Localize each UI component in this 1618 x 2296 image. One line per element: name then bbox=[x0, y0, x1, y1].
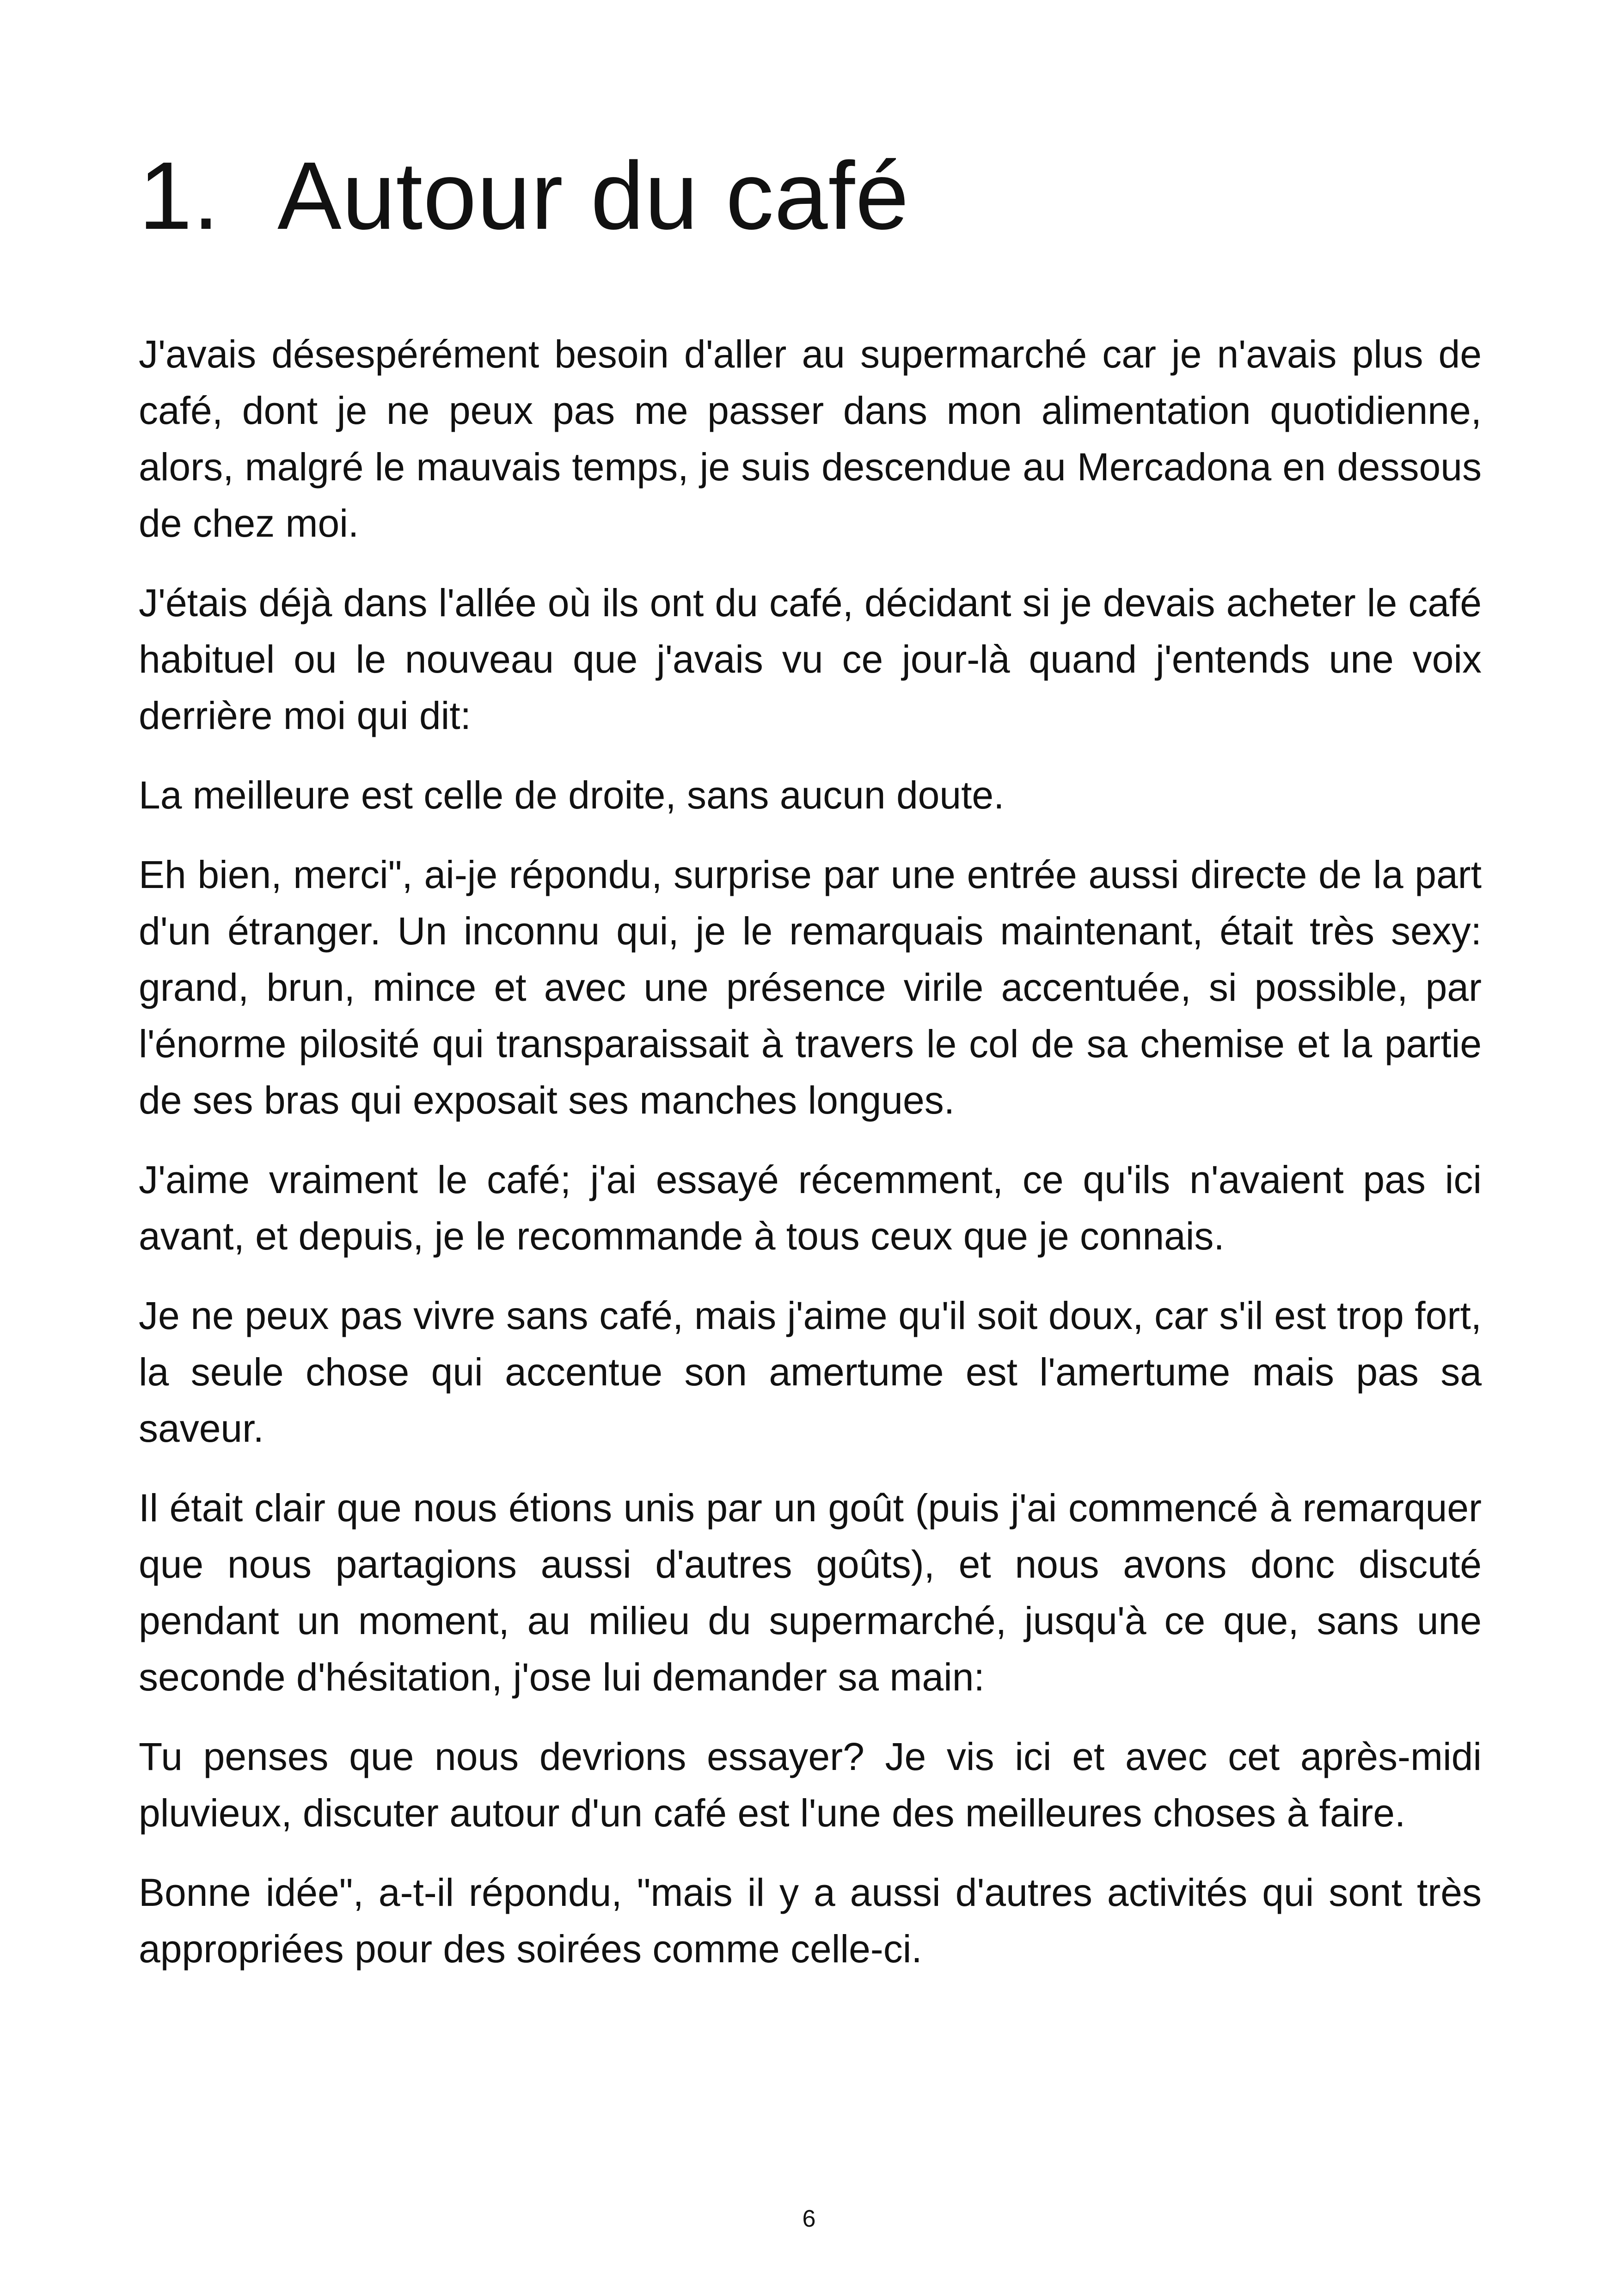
paragraph: Je ne peux pas vivre sans café, mais j'aime qu'il soit doux, car s'il est trop fort, la seule chose qui accentue son amertume est l'amertume mais pas sa saveur. bbox=[139, 1294, 1482, 1450]
page-number: 6 bbox=[802, 2205, 816, 2232]
paragraph: Bonne idée", a-t-il répondu, "mais il y a aussi d'autres activités qui sont très appropriées pour des soirées comme celle-ci. bbox=[139, 1871, 1482, 1971]
chapter-number: 1. bbox=[139, 142, 220, 250]
chapter-heading bbox=[139, 142, 909, 250]
paragraph: Il était clair que nous étions unis par un goût (puis j'ai commencé à remarquer que nous partagions aussi d'autres goûts), et nous avons donc discuté pendant un moment, au milieu du supermarché, jusqu'à ce que, sans une seconde d'hésitation, j'ose lui demander sa main: bbox=[139, 1486, 1482, 1699]
paragraph: La meilleure est celle de droite, sans aucun doute. bbox=[139, 773, 1005, 817]
body-text bbox=[139, 326, 1482, 2000]
paragraph: Eh bien, merci", ai-je répondu, surprise par une entrée aussi directe de la part d'un étranger. Un inconnu qui, je le remarquais maintenant, était très sexy: grand, brun, mince et avec une présence virile accentuée, si possible, par l'énorme pilosité qui transparaissait à travers le col de sa chemise et la partie de ses bras qui exposait ses manches longues. bbox=[139, 853, 1482, 1122]
paragraph: J'avais désespérément besoin d'aller au supermarché car je n'avais plus de café, dont je ne peux pas me passer dans mon alimentation quotidienne, alors, malgré le mauvais temps, je suis descendue au Mercadona en dessous de chez moi. bbox=[139, 332, 1482, 545]
paragraph: J'étais déjà dans l'allée où ils ont du café, décidant si je devais acheter le café habituel ou le nouveau que j'avais vu ce jour-là quand j'entends une voix derrière moi qui dit: bbox=[139, 581, 1482, 737]
chapter-title: Autour du café bbox=[277, 142, 909, 250]
paragraph: Tu penses que nous devrions essayer? Je vis ici et avec cet après-midi pluvieux, discuter autour d'un café est l'une des meilleures choses à faire. bbox=[139, 1735, 1482, 1835]
paragraph: J'aime vraiment le café; j'ai essayé récemment, ce qu'ils n'avaient pas ici avant, et depuis, je le recommande à tous ceux que je connais. bbox=[139, 1158, 1482, 1258]
